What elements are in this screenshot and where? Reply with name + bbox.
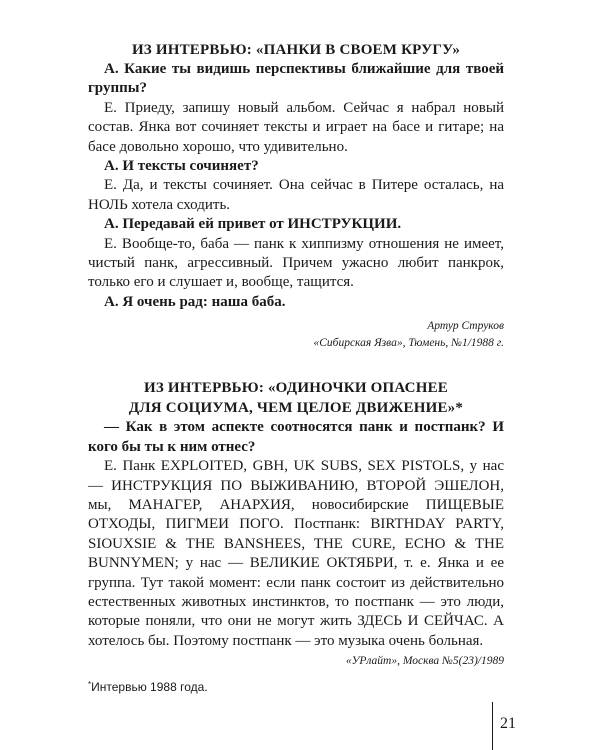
section-1-heading: ИЗ ИНТЕРВЬЮ: «ПАНКИ В СВОЕМ КРУГУ» bbox=[131, 42, 461, 58]
section-2-body bbox=[88, 418, 504, 651]
interview-section-1 bbox=[88, 40, 504, 352]
section-2-heading-line-2: ДЛЯ СОЦИУМА, ЧЕМ ЦЕЛОЕ ДВИЖЕНИЕ»* bbox=[128, 400, 464, 417]
footnote-marker: * bbox=[88, 680, 92, 689]
page-number-rule bbox=[492, 702, 493, 750]
answer-paragraph: Е. Панк EXPLOITED, GBH, UK SUBS, SEX PISTOLS, у нас — ИНСТРУКЦИЯ ПО ВЫЖИВАНИЮ, ВТОРОЙ ЭШЕЛОН, мы, МАНАГЕР, АНАРХИЯ, новосибирские ПИЩЕВЫЕ ОТХОДЫ, ПИГМЕИ ПОГО. Постпанк: BIRTHDAY PARTY, SIOUXSIE & THE BANSHEES, THE CURE, ECHO & THE BUNNYMEN; у нас — ВЕЛИКИЕ ОКТЯБРИ, т. е. Янка и ее группа. Тут такой момент: если панк состоит из действительно естественных животных инстинктов, то постпанк — это люди, которые поняли, что они не могут жить ЗДЕСЬ И СЕЙЧАС. А хотелось бы. Поэтому постпанк — это музыка очень больная. bbox=[88, 458, 504, 649]
attribution-source: «Сибирская Язва», Тюмень, №1/1988 г. bbox=[313, 337, 504, 350]
answer-paragraph: Е. Приеду, запишу новый альбом. Сейчас я набрал новый состав. Янка вот сочиняет тексты и играет на басе и гитаре; на басе довольно хорошо, что удивительно. bbox=[88, 99, 504, 155]
footnote bbox=[88, 677, 208, 695]
section-1-attribution bbox=[88, 318, 504, 352]
attribution-source: «УРлайт», Москва №5(23)/1989 bbox=[345, 655, 504, 668]
question-paragraph: — Как в этом аспекте соотносятся панк и постпанк? И кого бы ты к ним отнес? bbox=[88, 419, 504, 455]
question-paragraph: А. И тексты сочиняет? bbox=[104, 158, 259, 175]
question-paragraph: А. Я очень рад: наша баба. bbox=[104, 293, 286, 310]
attribution-author: Артур Струков bbox=[427, 320, 504, 333]
section-2-heading bbox=[88, 378, 504, 418]
section-2-heading-line-1: ИЗ ИНТЕРВЬЮ: «ОДИНОЧКИ ОПАСНЕЕ bbox=[143, 380, 448, 397]
question-paragraph: А. Передавай ей привет от ИНСТРУКЦИИ. bbox=[104, 216, 402, 233]
section-1-body bbox=[88, 60, 504, 312]
page-content bbox=[88, 40, 504, 670]
page-number: 21 bbox=[500, 715, 516, 732]
footnote-text: Интервью 1988 года. bbox=[91, 680, 208, 694]
interview-section-2 bbox=[88, 378, 504, 670]
section-2-attribution bbox=[88, 653, 504, 670]
question-paragraph: А. Какие ты видишь перспективы ближайшие для твоей группы? bbox=[88, 61, 504, 97]
answer-paragraph: Е. Вообще-то, баба — панк к хиппизму отношения не имеет, чистый панк, агрессивный. Причем ужасно любит панкрок, только его и слушает и, вообще, тащится. bbox=[88, 235, 504, 291]
answer-paragraph: Е. Да, и тексты сочиняет. Она сейчас в Питере осталась, на НОЛЬ хотела сходить. bbox=[88, 177, 504, 213]
